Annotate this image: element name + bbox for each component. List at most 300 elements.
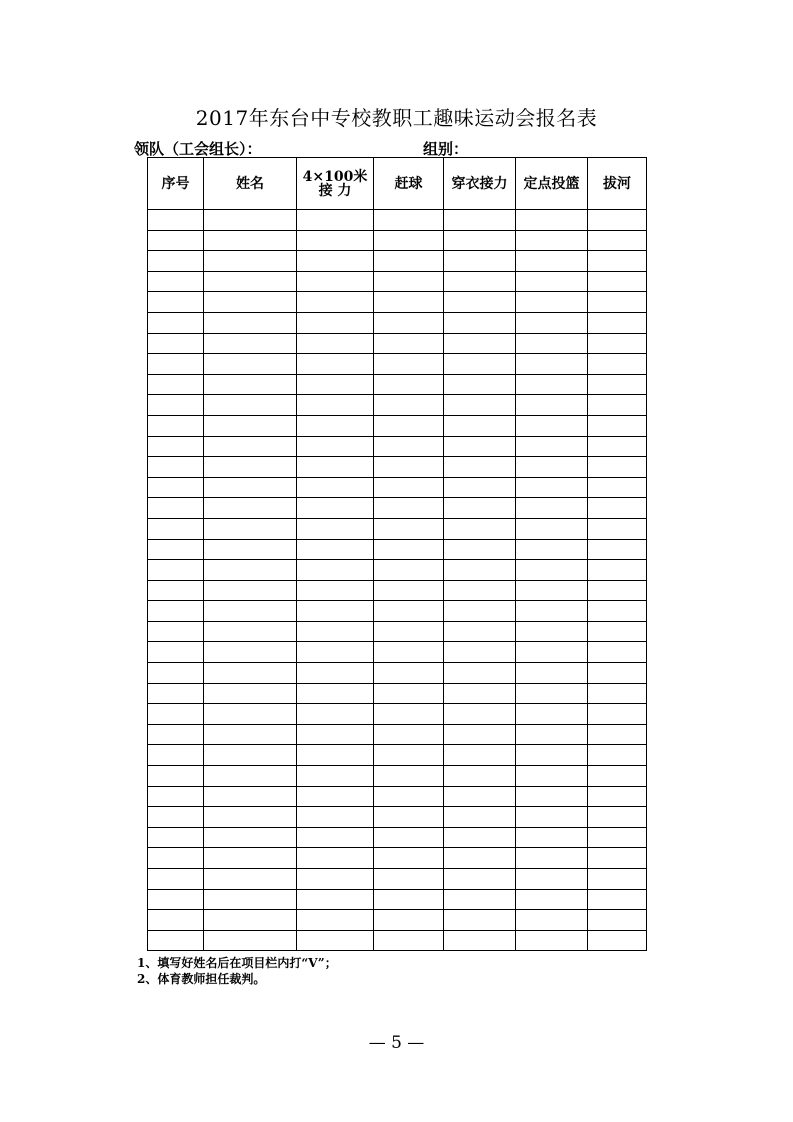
table-cell[interactable] [297, 457, 374, 478]
table-row [148, 848, 647, 869]
table-cell[interactable] [374, 518, 444, 539]
table-cell[interactable] [444, 807, 516, 828]
table-row [148, 724, 647, 745]
table-cell[interactable] [516, 498, 588, 519]
table-cell[interactable] [297, 210, 374, 231]
table-cell[interactable] [148, 477, 204, 498]
table-cell[interactable] [444, 560, 516, 581]
table-cell[interactable] [148, 251, 204, 272]
table-cell[interactable] [516, 271, 588, 292]
table-cell[interactable] [297, 683, 374, 704]
table-cell[interactable] [297, 415, 374, 436]
table-cell[interactable] [374, 251, 444, 272]
table-cell[interactable] [588, 436, 647, 457]
table-cell[interactable] [297, 271, 374, 292]
table-cell[interactable] [374, 477, 444, 498]
table-cell[interactable] [588, 683, 647, 704]
table-cell[interactable] [374, 230, 444, 251]
table-cell[interactable] [204, 910, 297, 931]
table-cell[interactable] [516, 292, 588, 313]
page-title: 2017年东台中专校教职工趣味运动会报名表 [195, 106, 598, 130]
table-row [148, 457, 647, 478]
table-cell[interactable] [444, 251, 516, 272]
table-cell[interactable] [588, 210, 647, 231]
table-cell[interactable] [204, 766, 297, 787]
table-cell[interactable] [444, 230, 516, 251]
table-cell[interactable] [374, 869, 444, 890]
table-row [148, 230, 647, 251]
table-cell[interactable] [588, 766, 647, 787]
table-cell[interactable] [148, 498, 204, 519]
table-row [148, 436, 647, 457]
table-cell[interactable] [374, 374, 444, 395]
table-cell[interactable] [516, 745, 588, 766]
table-cell[interactable] [374, 395, 444, 416]
table-cell[interactable] [516, 251, 588, 272]
table-cell[interactable] [444, 766, 516, 787]
table-cell[interactable] [516, 663, 588, 684]
table-cell[interactable] [297, 930, 374, 951]
table-cell[interactable] [148, 292, 204, 313]
table-cell[interactable] [588, 415, 647, 436]
table-cell[interactable] [588, 395, 647, 416]
table-cell[interactable] [297, 642, 374, 663]
table-cell[interactable] [444, 745, 516, 766]
table-row [148, 621, 647, 642]
table-cell[interactable] [588, 230, 647, 251]
table-row [148, 869, 647, 890]
table-cell[interactable] [516, 230, 588, 251]
table-cell[interactable] [588, 910, 647, 931]
table-cell[interactable] [297, 580, 374, 601]
table-cell[interactable] [204, 415, 297, 436]
table-cell[interactable] [374, 292, 444, 313]
table-row [148, 210, 647, 231]
table-cell[interactable] [516, 807, 588, 828]
table-row [148, 292, 647, 313]
table-cell[interactable] [444, 683, 516, 704]
table-cell[interactable] [297, 333, 374, 354]
table-cell[interactable] [374, 930, 444, 951]
table-cell[interactable] [444, 518, 516, 539]
table-cell[interactable] [148, 704, 204, 725]
table-cell[interactable] [148, 869, 204, 890]
table-cell[interactable] [148, 683, 204, 704]
table-cell[interactable] [204, 827, 297, 848]
table-cell[interactable] [444, 827, 516, 848]
table-cell[interactable] [148, 745, 204, 766]
table-cell[interactable] [588, 457, 647, 478]
table-cell[interactable] [516, 518, 588, 539]
table-cell[interactable] [374, 312, 444, 333]
table-cell[interactable] [374, 827, 444, 848]
table-cell[interactable] [148, 271, 204, 292]
table-cell[interactable] [516, 910, 588, 931]
table-cell[interactable] [588, 333, 647, 354]
table-row [148, 539, 647, 560]
table-cell[interactable] [588, 642, 647, 663]
table-cell[interactable] [588, 745, 647, 766]
table-cell[interactable] [588, 724, 647, 745]
table-cell[interactable] [374, 333, 444, 354]
table-cell[interactable] [516, 704, 588, 725]
table-cell[interactable] [444, 312, 516, 333]
table-cell[interactable] [148, 395, 204, 416]
table-row [148, 560, 647, 581]
table-cell[interactable] [374, 210, 444, 231]
table-header-row [148, 158, 647, 210]
table-cell[interactable] [374, 663, 444, 684]
table-cell[interactable] [516, 436, 588, 457]
table-cell[interactable] [148, 415, 204, 436]
table-cell[interactable] [148, 539, 204, 560]
table-row [148, 663, 647, 684]
table-cell[interactable] [148, 766, 204, 787]
table-cell[interactable] [444, 704, 516, 725]
table-cell[interactable] [374, 271, 444, 292]
table-cell[interactable] [148, 807, 204, 828]
table-row [148, 251, 647, 272]
table-cell[interactable] [444, 930, 516, 951]
table-cell[interactable] [297, 560, 374, 581]
table-cell[interactable] [297, 292, 374, 313]
table-cell[interactable] [297, 374, 374, 395]
table-cell[interactable] [148, 848, 204, 869]
table-cell[interactable] [588, 621, 647, 642]
table-cell[interactable] [588, 477, 647, 498]
table-cell[interactable] [444, 395, 516, 416]
table-cell[interactable] [297, 745, 374, 766]
header-ball-chase: 赶球 [374, 158, 444, 210]
table-row [148, 807, 647, 828]
table-cell[interactable] [444, 869, 516, 890]
table-cell[interactable] [204, 271, 297, 292]
table-cell[interactable] [516, 724, 588, 745]
header-tug-of-war: 拔河 [588, 158, 647, 210]
table-cell[interactable] [204, 704, 297, 725]
table-cell[interactable] [516, 415, 588, 436]
table-cell[interactable] [516, 848, 588, 869]
table-cell[interactable] [444, 786, 516, 807]
table-cell[interactable] [148, 827, 204, 848]
table-cell[interactable] [444, 374, 516, 395]
table-cell[interactable] [204, 560, 297, 581]
table-cell[interactable] [444, 663, 516, 684]
table-cell[interactable] [204, 292, 297, 313]
table-cell[interactable] [148, 724, 204, 745]
table-cell[interactable] [204, 745, 297, 766]
table-cell[interactable] [516, 766, 588, 787]
table-row [148, 395, 647, 416]
table-cell[interactable] [374, 704, 444, 725]
table-cell[interactable] [516, 869, 588, 890]
table-body [148, 210, 647, 951]
table-cell[interactable] [297, 395, 374, 416]
table-cell[interactable] [297, 354, 374, 375]
table-row [148, 374, 647, 395]
table-cell[interactable] [204, 251, 297, 272]
table-cell[interactable] [444, 415, 516, 436]
table-cell[interactable] [148, 518, 204, 539]
table-cell[interactable] [516, 333, 588, 354]
table-cell[interactable] [204, 580, 297, 601]
note-item: 1、填写好姓名后在项目栏内打“V”； [137, 956, 337, 970]
table-cell[interactable] [588, 354, 647, 375]
table-cell[interactable] [588, 251, 647, 272]
table-cell[interactable] [297, 766, 374, 787]
table-cell[interactable] [204, 477, 297, 498]
table-cell[interactable] [444, 354, 516, 375]
table-cell[interactable] [297, 477, 374, 498]
table-cell[interactable] [444, 724, 516, 745]
table-cell[interactable] [444, 621, 516, 642]
table-cell[interactable] [297, 704, 374, 725]
team-leader-label: 领队（工会组长）： [134, 140, 262, 158]
table-cell[interactable] [516, 457, 588, 478]
table-cell[interactable] [516, 889, 588, 910]
table-cell[interactable] [516, 210, 588, 231]
table-cell[interactable] [588, 930, 647, 951]
table-cell[interactable] [374, 766, 444, 787]
header-relay-4x100: 4×100米 接 力 [297, 158, 374, 210]
table-cell[interactable] [516, 477, 588, 498]
table-cell[interactable] [516, 539, 588, 560]
table-cell[interactable] [204, 848, 297, 869]
table-cell[interactable] [588, 889, 647, 910]
table-cell[interactable] [148, 210, 204, 231]
table-cell[interactable] [148, 436, 204, 457]
table-row [148, 766, 647, 787]
table-cell[interactable] [148, 601, 204, 622]
table-cell[interactable] [204, 230, 297, 251]
notes [137, 955, 337, 987]
table-row [148, 601, 647, 622]
table-row [148, 786, 647, 807]
registration-table [147, 157, 647, 951]
table-cell[interactable] [588, 663, 647, 684]
table-cell[interactable] [588, 869, 647, 890]
table-cell[interactable] [204, 354, 297, 375]
table-cell[interactable] [588, 271, 647, 292]
table-cell[interactable] [148, 930, 204, 951]
table-cell[interactable] [444, 210, 516, 231]
table-cell[interactable] [374, 539, 444, 560]
table-cell[interactable] [204, 807, 297, 828]
note-item: 2、体育教师担任裁判。 [137, 972, 266, 986]
table-cell[interactable] [204, 621, 297, 642]
table-cell[interactable] [588, 292, 647, 313]
table-cell[interactable] [297, 518, 374, 539]
table-cell[interactable] [148, 230, 204, 251]
table-cell[interactable] [204, 889, 297, 910]
table-cell[interactable] [374, 457, 444, 478]
table-cell[interactable] [297, 889, 374, 910]
table-cell[interactable] [516, 560, 588, 581]
table-cell[interactable] [588, 560, 647, 581]
table-cell[interactable] [588, 786, 647, 807]
table-cell[interactable] [444, 436, 516, 457]
table-cell[interactable] [374, 642, 444, 663]
table-cell[interactable] [148, 621, 204, 642]
table-cell[interactable] [148, 642, 204, 663]
table-cell[interactable] [516, 621, 588, 642]
table-cell[interactable] [444, 498, 516, 519]
table-cell[interactable] [148, 580, 204, 601]
table-cell[interactable] [374, 786, 444, 807]
table-cell[interactable] [148, 786, 204, 807]
table-row [148, 827, 647, 848]
table-cell[interactable] [374, 415, 444, 436]
table-cell[interactable] [148, 663, 204, 684]
table-cell[interactable] [516, 374, 588, 395]
table-cell[interactable] [588, 539, 647, 560]
table-cell[interactable] [444, 292, 516, 313]
table-cell[interactable] [204, 642, 297, 663]
table-cell[interactable] [297, 848, 374, 869]
table-cell[interactable] [204, 312, 297, 333]
table-cell[interactable] [297, 621, 374, 642]
table-cell[interactable] [148, 457, 204, 478]
table-cell[interactable] [204, 374, 297, 395]
table-cell[interactable] [516, 642, 588, 663]
page-number: — 5 — [368, 1033, 425, 1053]
table-cell[interactable] [516, 930, 588, 951]
table-cell[interactable] [148, 910, 204, 931]
table-cell[interactable] [374, 580, 444, 601]
table-cell[interactable] [374, 848, 444, 869]
table-cell[interactable] [148, 560, 204, 581]
table-cell[interactable] [374, 560, 444, 581]
table-cell[interactable] [374, 683, 444, 704]
table-cell[interactable] [588, 807, 647, 828]
table-row [148, 704, 647, 725]
table-cell[interactable] [516, 786, 588, 807]
table-cell[interactable] [297, 539, 374, 560]
table-cell[interactable] [204, 930, 297, 951]
table-cell[interactable] [204, 210, 297, 231]
table-cell[interactable] [297, 230, 374, 251]
table-cell[interactable] [204, 436, 297, 457]
table-cell[interactable] [588, 601, 647, 622]
table-cell[interactable] [444, 477, 516, 498]
table-cell[interactable] [444, 889, 516, 910]
table-cell[interactable] [204, 869, 297, 890]
table-row [148, 271, 647, 292]
table-row [148, 312, 647, 333]
table-row [148, 477, 647, 498]
table-cell[interactable] [204, 539, 297, 560]
table-row [148, 415, 647, 436]
table-cell[interactable] [297, 869, 374, 890]
table-cell[interactable] [516, 827, 588, 848]
table-cell[interactable] [444, 601, 516, 622]
table-row [148, 354, 647, 375]
table-cell[interactable] [444, 580, 516, 601]
table-cell[interactable] [374, 354, 444, 375]
table-cell[interactable] [516, 354, 588, 375]
table-cell[interactable] [297, 910, 374, 931]
table-cell[interactable] [588, 498, 647, 519]
table-row [148, 910, 647, 931]
table-cell[interactable] [204, 683, 297, 704]
table-cell[interactable] [444, 333, 516, 354]
table-cell[interactable] [148, 354, 204, 375]
table-row [148, 498, 647, 519]
table-cell[interactable] [444, 910, 516, 931]
table-cell[interactable] [374, 910, 444, 931]
table-cell[interactable] [516, 312, 588, 333]
header-fixed-shooting: 定点投篮 [516, 158, 588, 210]
table-cell[interactable] [374, 498, 444, 519]
table-cell[interactable] [516, 601, 588, 622]
table-cell[interactable] [297, 601, 374, 622]
table-cell[interactable] [297, 663, 374, 684]
table-cell[interactable] [444, 642, 516, 663]
table-cell[interactable] [148, 333, 204, 354]
table-row [148, 580, 647, 601]
table-cell[interactable] [297, 312, 374, 333]
table-cell[interactable] [374, 889, 444, 910]
table-cell[interactable] [374, 724, 444, 745]
table-cell[interactable] [148, 312, 204, 333]
table-cell[interactable] [297, 498, 374, 519]
table-cell[interactable] [516, 580, 588, 601]
table-cell[interactable] [204, 333, 297, 354]
table-row [148, 518, 647, 539]
table-cell[interactable] [444, 271, 516, 292]
table-cell[interactable] [588, 312, 647, 333]
table-cell[interactable] [204, 663, 297, 684]
table-cell[interactable] [297, 436, 374, 457]
table-cell[interactable] [588, 704, 647, 725]
table-cell[interactable] [516, 683, 588, 704]
header-name: 姓名 [204, 158, 297, 210]
table-cell[interactable] [204, 518, 297, 539]
group-label: 组别： [423, 140, 469, 158]
table-cell[interactable] [588, 518, 647, 539]
table-cell[interactable] [374, 621, 444, 642]
table-cell[interactable] [204, 786, 297, 807]
table-cell[interactable] [374, 745, 444, 766]
table-cell[interactable] [444, 457, 516, 478]
table-cell[interactable] [297, 724, 374, 745]
table-cell[interactable] [516, 395, 588, 416]
table-cell[interactable] [148, 374, 204, 395]
table-cell[interactable] [374, 807, 444, 828]
table-cell[interactable] [374, 601, 444, 622]
table-cell[interactable] [297, 807, 374, 828]
table-cell[interactable] [297, 251, 374, 272]
table-cell[interactable] [588, 374, 647, 395]
table-row [148, 683, 647, 704]
table-cell[interactable] [374, 436, 444, 457]
table-row [148, 930, 647, 951]
table-cell[interactable] [588, 827, 647, 848]
table-cell[interactable] [148, 889, 204, 910]
table-cell[interactable] [204, 601, 297, 622]
table-cell[interactable] [444, 848, 516, 869]
table-cell[interactable] [204, 498, 297, 519]
table-cell[interactable] [297, 786, 374, 807]
table-row [148, 642, 647, 663]
table-cell[interactable] [204, 724, 297, 745]
table-cell[interactable] [297, 827, 374, 848]
table-cell[interactable] [204, 457, 297, 478]
table-cell[interactable] [444, 539, 516, 560]
table-cell[interactable] [204, 395, 297, 416]
table-cell[interactable] [588, 580, 647, 601]
table-cell[interactable] [588, 848, 647, 869]
